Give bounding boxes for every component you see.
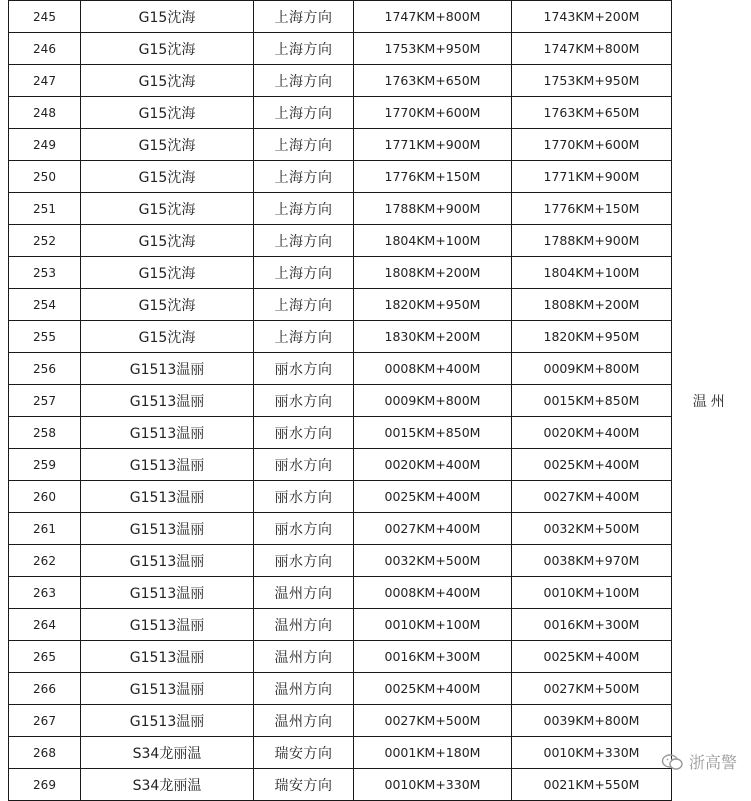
start-stake: 1776KM+150M xyxy=(354,161,512,193)
road-name: G15沈海 xyxy=(81,257,254,289)
road-name: G15沈海 xyxy=(81,225,254,257)
row-number: 251 xyxy=(9,193,81,225)
row-number: 257 xyxy=(9,385,81,417)
row-number: 265 xyxy=(9,641,81,673)
road-name: G1513温丽 xyxy=(81,673,254,705)
end-stake: 1788KM+900M xyxy=(512,225,672,257)
start-stake: 1830KM+200M xyxy=(354,321,512,353)
start-stake: 0027KM+400M xyxy=(354,513,512,545)
direction: 丽水方向 xyxy=(254,385,354,417)
row-number: 260 xyxy=(9,481,81,513)
direction: 瑞安方向 xyxy=(254,737,354,769)
direction: 上海方向 xyxy=(254,33,354,65)
road-name: G1513温丽 xyxy=(81,449,254,481)
start-stake: 0032KM+500M xyxy=(354,545,512,577)
road-name: S34龙丽温 xyxy=(81,769,254,801)
direction: 温州方向 xyxy=(254,577,354,609)
start-stake: 0010KM+330M xyxy=(354,769,512,801)
row-number: 245 xyxy=(9,1,81,33)
road-name: G1513温丽 xyxy=(81,705,254,737)
end-stake: 1743KM+200M xyxy=(512,1,672,33)
table-row xyxy=(9,289,750,321)
road-name: G15沈海 xyxy=(81,289,254,321)
row-number: 256 xyxy=(9,353,81,385)
start-stake: 0008KM+400M xyxy=(354,577,512,609)
road-name: G15沈海 xyxy=(81,97,254,129)
table-row xyxy=(9,609,750,641)
direction: 瑞安方向 xyxy=(254,769,354,801)
watermark xyxy=(661,750,737,773)
end-stake: 0010KM+330M xyxy=(512,737,672,769)
direction: 温州方向 xyxy=(254,609,354,641)
table-row xyxy=(9,737,750,769)
row-number: 269 xyxy=(9,769,81,801)
direction: 上海方向 xyxy=(254,65,354,97)
direction: 丽水方向 xyxy=(254,353,354,385)
row-number: 261 xyxy=(9,513,81,545)
road-section-table xyxy=(8,0,750,801)
table-row xyxy=(9,193,750,225)
start-stake: 1788KM+900M xyxy=(354,193,512,225)
road-name: G1513温丽 xyxy=(81,513,254,545)
direction: 丽水方向 xyxy=(254,449,354,481)
direction: 上海方向 xyxy=(254,289,354,321)
direction: 上海方向 xyxy=(254,321,354,353)
road-name: G1513温丽 xyxy=(81,353,254,385)
wechat-icon xyxy=(661,753,683,771)
direction: 上海方向 xyxy=(254,225,354,257)
row-number: 250 xyxy=(9,161,81,193)
start-stake: 1808KM+200M xyxy=(354,257,512,289)
row-number: 258 xyxy=(9,417,81,449)
direction: 上海方向 xyxy=(254,193,354,225)
start-stake: 0027KM+500M xyxy=(354,705,512,737)
road-name: G1513温丽 xyxy=(81,609,254,641)
road-name: G1513温丽 xyxy=(81,545,254,577)
direction: 上海方向 xyxy=(254,97,354,129)
start-stake: 0025KM+400M xyxy=(354,673,512,705)
road-name: G1513温丽 xyxy=(81,481,254,513)
row-number: 252 xyxy=(9,225,81,257)
row-number: 255 xyxy=(9,321,81,353)
road-name: G15沈海 xyxy=(81,161,254,193)
row-number: 268 xyxy=(9,737,81,769)
end-stake: 0010KM+100M xyxy=(512,577,672,609)
table-row xyxy=(9,225,750,257)
row-number: 249 xyxy=(9,129,81,161)
end-stake: 0009KM+800M xyxy=(512,353,672,385)
end-stake: 0038KM+970M xyxy=(512,545,672,577)
table-row xyxy=(9,673,750,705)
row-number: 262 xyxy=(9,545,81,577)
road-name: G15沈海 xyxy=(81,321,254,353)
road-name: G15沈海 xyxy=(81,1,254,33)
road-name: G1513温丽 xyxy=(81,385,254,417)
start-stake: 1763KM+650M xyxy=(354,65,512,97)
row-number: 247 xyxy=(9,65,81,97)
start-stake: 0016KM+300M xyxy=(354,641,512,673)
direction: 温州方向 xyxy=(254,705,354,737)
start-stake: 1770KM+600M xyxy=(354,97,512,129)
start-stake: 1820KM+950M xyxy=(354,289,512,321)
end-stake: 1747KM+800M xyxy=(512,33,672,65)
table-row xyxy=(9,481,750,513)
table-row xyxy=(9,97,750,129)
table-row xyxy=(9,513,750,545)
end-stake: 0025KM+400M xyxy=(512,641,672,673)
table-row xyxy=(9,353,750,385)
table-row xyxy=(9,385,750,417)
end-stake: 0025KM+400M xyxy=(512,449,672,481)
row-number: 259 xyxy=(9,449,81,481)
end-stake: 1776KM+150M xyxy=(512,193,672,225)
start-stake: 0010KM+100M xyxy=(354,609,512,641)
end-stake: 1804KM+100M xyxy=(512,257,672,289)
direction: 上海方向 xyxy=(254,257,354,289)
end-stake: 0032KM+500M xyxy=(512,513,672,545)
table-row xyxy=(9,321,750,353)
road-name: S34龙丽温 xyxy=(81,737,254,769)
table-row xyxy=(9,545,750,577)
row-number: 246 xyxy=(9,33,81,65)
start-stake: 1753KM+950M xyxy=(354,33,512,65)
row-number: 266 xyxy=(9,673,81,705)
row-number: 248 xyxy=(9,97,81,129)
end-stake: 1808KM+200M xyxy=(512,289,672,321)
table-row xyxy=(9,641,750,673)
end-stake: 0015KM+850M xyxy=(512,385,672,417)
direction: 丽水方向 xyxy=(254,513,354,545)
start-stake: 0009KM+800M xyxy=(354,385,512,417)
row-number: 267 xyxy=(9,705,81,737)
direction: 丽水方向 xyxy=(254,545,354,577)
start-stake: 0008KM+400M xyxy=(354,353,512,385)
start-stake: 0001KM+180M xyxy=(354,737,512,769)
table-row xyxy=(9,705,750,737)
end-stake: 1771KM+900M xyxy=(512,161,672,193)
city-label: 温州 xyxy=(672,1,750,801)
road-name: G15沈海 xyxy=(81,33,254,65)
start-stake: 0015KM+850M xyxy=(354,417,512,449)
direction: 温州方向 xyxy=(254,673,354,705)
start-stake: 0020KM+400M xyxy=(354,449,512,481)
start-stake: 1771KM+900M xyxy=(354,129,512,161)
table-row xyxy=(9,769,750,801)
table-row xyxy=(9,449,750,481)
end-stake: 0021KM+550M xyxy=(512,769,672,801)
end-stake: 0016KM+300M xyxy=(512,609,672,641)
table-row xyxy=(9,129,750,161)
direction: 上海方向 xyxy=(254,161,354,193)
row-number: 264 xyxy=(9,609,81,641)
road-name: G15沈海 xyxy=(81,193,254,225)
road-name: G15沈海 xyxy=(81,129,254,161)
road-name: G15沈海 xyxy=(81,65,254,97)
road-name: G1513温丽 xyxy=(81,577,254,609)
direction: 丽水方向 xyxy=(254,417,354,449)
end-stake: 0027KM+500M xyxy=(512,673,672,705)
table-row xyxy=(9,257,750,289)
road-name: G1513温丽 xyxy=(81,417,254,449)
end-stake: 1820KM+950M xyxy=(512,321,672,353)
end-stake: 1753KM+950M xyxy=(512,65,672,97)
table-row xyxy=(9,1,750,33)
row-number: 263 xyxy=(9,577,81,609)
direction: 温州方向 xyxy=(254,641,354,673)
end-stake: 1770KM+600M xyxy=(512,129,672,161)
table-row xyxy=(9,161,750,193)
end-stake: 0039KM+800M xyxy=(512,705,672,737)
end-stake: 1763KM+650M xyxy=(512,97,672,129)
end-stake: 0020KM+400M xyxy=(512,417,672,449)
table-row xyxy=(9,65,750,97)
row-number: 254 xyxy=(9,289,81,321)
table-row xyxy=(9,33,750,65)
start-stake: 1804KM+100M xyxy=(354,225,512,257)
table-row xyxy=(9,417,750,449)
table-body xyxy=(9,1,750,801)
row-number: 253 xyxy=(9,257,81,289)
start-stake: 0025KM+400M xyxy=(354,481,512,513)
direction: 上海方向 xyxy=(254,129,354,161)
end-stake: 0027KM+400M xyxy=(512,481,672,513)
table-row xyxy=(9,577,750,609)
start-stake: 1747KM+800M xyxy=(354,1,512,33)
direction: 丽水方向 xyxy=(254,481,354,513)
watermark-text: 浙高警 xyxy=(688,753,737,772)
road-name: G1513温丽 xyxy=(81,641,254,673)
direction: 上海方向 xyxy=(254,1,354,33)
